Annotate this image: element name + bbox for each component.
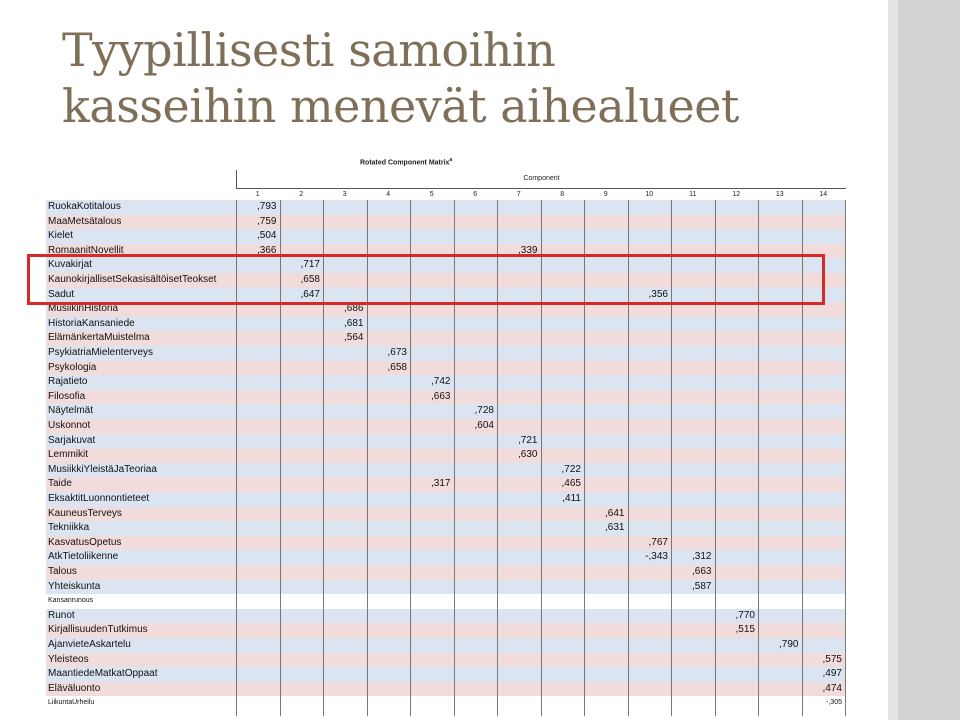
loading-value: ,770: [735, 609, 755, 621]
row-label: MusiikkiYleistäJaTeoriaa: [48, 463, 157, 475]
table-row: [46, 346, 845, 361]
slide-title: [62, 22, 862, 134]
row-label: Sarjakuvat: [48, 434, 96, 446]
loading-value: ,631: [605, 522, 625, 534]
row-label: Psykologia: [48, 361, 97, 373]
row-label: RuokaKotitalous: [48, 201, 121, 212]
row-label: Rajatieto: [48, 376, 88, 388]
column-header-3: 3: [342, 191, 347, 198]
loading-value: ,604: [474, 420, 494, 431]
column-header-14: 14: [819, 191, 828, 198]
table-row: [46, 390, 845, 405]
row-label: LiikuntaUrheilu: [48, 699, 95, 707]
decorative-side-strip: [888, 0, 960, 720]
table-row: [46, 492, 845, 507]
loading-value: ,641: [605, 507, 625, 519]
column-header-5: 5: [429, 191, 434, 198]
loading-value: ,411: [562, 493, 581, 504]
loading-value: ,587: [692, 580, 712, 592]
table-row: [46, 696, 845, 711]
table-caption: [360, 157, 452, 166]
table-row: [46, 215, 845, 230]
column-header-12: 12: [732, 191, 741, 198]
row-label: Talous: [48, 566, 77, 577]
component-header: Component: [236, 170, 846, 189]
table-row: [46, 331, 845, 346]
table-row: [46, 419, 845, 434]
column-header-4: 4: [386, 191, 391, 198]
loading-value: ,728: [474, 405, 494, 417]
row-label: Kuvakirjat: [48, 259, 92, 271]
loading-value: ,317: [431, 478, 451, 490]
table-row: [46, 550, 845, 565]
loading-value: -,343: [645, 551, 668, 563]
row-label: PsykiatriaMielenterveys: [48, 347, 154, 358]
row-label: KaunokirjallisetSekasisältöisetTeokset: [48, 274, 217, 285]
row-label: Näytelmät: [48, 405, 94, 417]
row-label: Taide: [48, 478, 72, 490]
row-label: KirjallisuudenTutkimus: [48, 624, 148, 636]
loading-value: ,686: [344, 303, 364, 315]
table-row: [46, 594, 845, 609]
table-row: [46, 200, 845, 215]
table-row: [46, 434, 845, 449]
loading-value: ,630: [518, 449, 538, 461]
row-label: Kansanrunous: [48, 597, 94, 605]
column-header-9: 9: [603, 191, 608, 198]
table-row: [46, 609, 845, 624]
loading-value: ,564: [344, 332, 364, 344]
loading-value: ,474: [822, 682, 842, 694]
table-row: [46, 521, 845, 536]
table-row: [46, 638, 845, 653]
table-row: [46, 448, 845, 463]
loading-value: ,339: [518, 244, 538, 256]
table-row: [46, 361, 845, 376]
loading-value: ,717: [300, 259, 320, 271]
table-row: [46, 536, 845, 551]
table-row: [46, 565, 845, 580]
loading-value: ,658: [387, 361, 407, 373]
slide-title-line-1: Tyypillisesti samoihin: [62, 23, 556, 77]
loading-value: ,681: [344, 317, 364, 329]
loading-value: ,356: [648, 288, 668, 300]
table-row: [46, 477, 845, 492]
slide-title-line-2: kasseihin menevät aihealueet: [62, 79, 739, 133]
table-row: [46, 667, 845, 682]
column-header-6: 6: [473, 191, 478, 198]
loading-value: ,663: [431, 390, 451, 402]
row-label: MaaMetsätalous: [48, 215, 122, 227]
table-row: [46, 623, 845, 638]
loading-value: ,366: [257, 244, 277, 256]
loading-value: ,767: [648, 536, 668, 548]
rotated-component-matrix: [46, 170, 845, 716]
row-label: Tekniikka: [48, 522, 90, 534]
loading-value: ,722: [561, 463, 581, 475]
row-label: Runot: [48, 609, 75, 621]
row-label: Yhteiskunta: [48, 580, 101, 592]
loading-value: ,504: [257, 230, 277, 242]
loading-value: ,673: [387, 347, 407, 358]
loading-value: ,793: [257, 201, 277, 212]
column-divider: [845, 200, 846, 716]
row-label: EksaktitLuonnontieteet: [48, 493, 150, 504]
table-row: [46, 404, 845, 419]
row-label: Sadut: [48, 288, 75, 300]
row-label: Kielet: [48, 230, 74, 242]
loading-value: ,663: [692, 566, 712, 577]
table-row: [46, 317, 845, 332]
column-header-7: 7: [516, 191, 521, 198]
loading-value: ,721: [518, 434, 538, 446]
table-row: [46, 580, 845, 595]
loading-value: ,497: [822, 668, 842, 680]
row-label: MusiikinHistoria: [48, 303, 119, 315]
table-caption-text: Rotated Component Matrix: [360, 159, 450, 167]
highlight-box: [27, 254, 825, 305]
row-label: Lemmikit: [48, 449, 89, 461]
table-row: [46, 375, 845, 390]
decorative-side-strip-inner: [888, 0, 898, 720]
loading-value: ,790: [779, 639, 799, 650]
row-label: ElämänkertaMuistelma: [48, 332, 150, 344]
column-header-13: 13: [775, 191, 784, 198]
loading-value: ,742: [431, 376, 451, 388]
column-header-2: 2: [299, 191, 304, 198]
table-row: [46, 507, 845, 522]
column-header-1: 1: [255, 191, 260, 198]
row-label: AjanvieteAskartelu: [48, 639, 131, 650]
row-label: Filosofia: [48, 390, 86, 402]
loading-value: ,465: [561, 478, 581, 490]
loading-value: ,658: [300, 274, 320, 285]
column-header-8: 8: [560, 191, 565, 198]
table-row: [46, 463, 845, 478]
row-label: MaantiedeMatkatOppaat: [48, 668, 158, 680]
table-row: [46, 682, 845, 697]
row-label: Uskonnot: [48, 420, 91, 431]
row-label: KauneusTerveys: [48, 507, 122, 519]
loading-value: ,575: [822, 653, 842, 665]
row-label: Yleisteos: [48, 653, 89, 665]
loading-value: ,647: [300, 288, 320, 300]
loading-value: ,515: [735, 624, 755, 636]
row-label: AtkTietoliikenne: [48, 551, 119, 563]
row-label: Eläväluonto: [48, 682, 101, 694]
table-row: [46, 653, 845, 668]
row-label: RomaanitNovellit: [48, 244, 124, 256]
column-header-10: 10: [645, 191, 654, 198]
table-row: [46, 229, 845, 244]
loading-value: ,759: [257, 215, 277, 227]
row-label: KasvatusOpetus: [48, 536, 122, 548]
row-label: HistoriaKansaniede: [48, 317, 135, 329]
column-header-11: 11: [689, 191, 697, 198]
loading-value: -,305: [826, 699, 842, 707]
table-caption-footnote-mark: a: [449, 157, 453, 163]
loading-value: ,312: [692, 551, 712, 563]
